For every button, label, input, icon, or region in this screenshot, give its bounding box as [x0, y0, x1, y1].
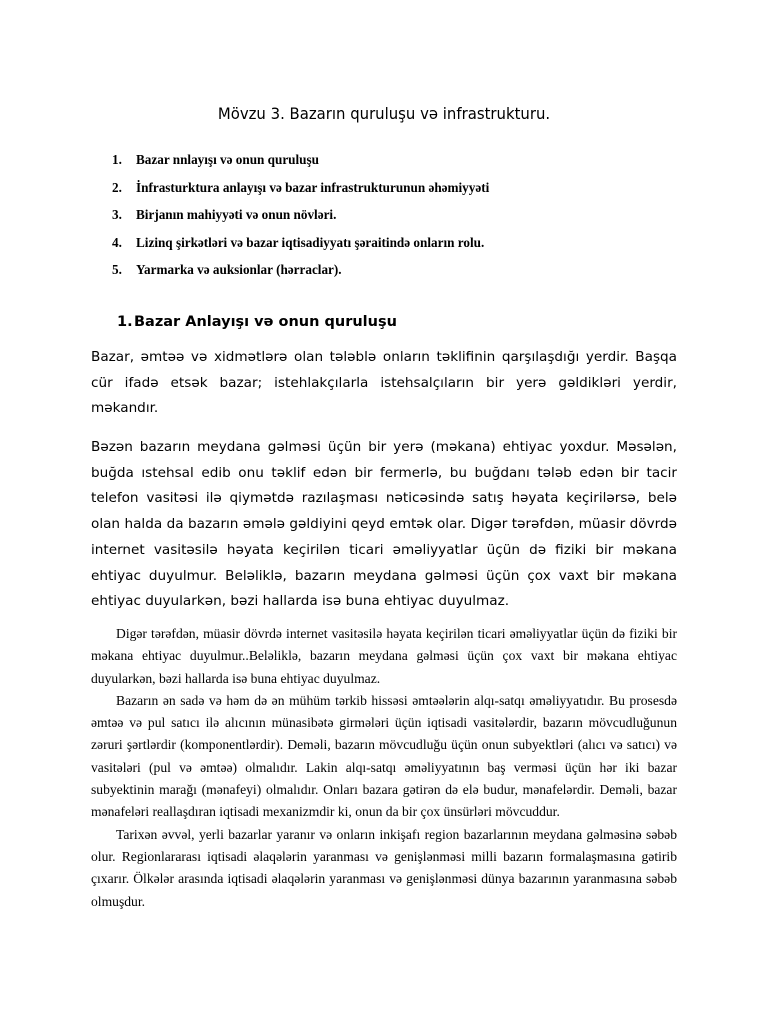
toc-item	[112, 178, 489, 206]
body-paragraph: Bazar, əmtəə və xidmətlərə olan tələblə onların təklifinin qarşılaşdığı yerdir. Başqa cür ifadə etsək bazar; istehlakçılarla istehsalçıların bir yerə gəldikləri yerdir, məkandır.	[91, 349, 677, 417]
toc-item	[112, 205, 489, 233]
toc-item-text: Lizinq şirkətləri və bazar iqtisadiyyatı şəraitində onların rolu.	[136, 234, 485, 250]
toc-item-number: 1.	[112, 152, 122, 167]
section-heading	[117, 311, 397, 333]
toc-item	[112, 150, 489, 178]
toc-item-number: 5.	[112, 262, 122, 277]
section-heading-number: 1.	[117, 314, 133, 330]
body-paragraph: Bəzən bazarın meydana gəlməsi üçün bir yerə (məkana) ehtiyac yoxdur. Məsələn, buğda ıstehsal edib onu təklif edən bir fermerlə, bu buğdanı tələb edən bir tacir telefon vasitəsi ilə qiymətdə razılaşması nəticəsində satış həyata keçirilərsə, belə olan halda da bazarın əmələ gəldiyini qeyd emtək olar. Digər tərəfdən, müasir dövrdə internet vasitəsilə həyata keçirilən ticari əməliyyatlar üçün də fiziki bir məkana ehtiyac duyulmur. Beləliklə, bazarın meydana gəlməsi üçün çox vaxt bir məkana ehtiyac duyularkən, bəzi hallarda isə buna ehtiyac duyulmaz.	[91, 439, 677, 610]
body-paragraph: Digər tərəfdən, müasir dövrdə internet vasitəsilə həyata keçirilən ticari əməliyyatlar üçün də fiziki bir məkana ehtiyac duyulmur..Beləliklə, bazarın meydana gəlməsi üçün çox vaxt bir məkana ehtiyac duyularkən, bəzi hallarda isə buna ehtiyac duyulmaz.	[91, 626, 677, 686]
toc-item-number: 2.	[112, 179, 122, 195]
table-of-contents	[112, 150, 489, 288]
toc-item-text: Birjanın mahiyyəti və onun növləri.	[136, 207, 337, 222]
serif-text-block	[91, 623, 677, 913]
body-paragraph: Tarixən əvvəl, yerli bazarlar yaranır və onların inkişafı region bazarlarının meydana gəlməsinə səbəb olur. Regionlararası iqtisadi əlaqələrin yaranması və genişlənməsi milli bazarın formalaşmasına gətirib çıxarır. Ölkələr arasında iqtisadi əlaqələrin yaranması və genişlənməsi dünya bazarının yaranmasına səbəb olmuşdur.	[91, 826, 677, 909]
toc-item-text: Yarmarka və auksionlar (hərraclar).	[136, 262, 342, 277]
toc-item	[112, 233, 489, 261]
body-paragraph: Bazarın ən sadə və həm də ən mühüm tərkib hissəsi əmtəələrin alqı-satqı əməliyyatıdır. Bu prosesdə əmtəə və pul satıcı ilə alıcının münasibətə girmələri üçün iqtisadi vasitələrdir, bazarın mövcudluğunun zəruri şərtlərdir (komponentlərdir). Deməli, bazarın mövcudluğu üçün onun subyektləri (alıcı və satıcı) və vasitələri (pul və əmtəə) olmalıdır. Lakin alqı-satqı əməliyyatının baş verməsi üçün hər iki bazar subyektinin marağı (mənafeyi) olmalıdır. Onları bazara gətirən də elə budur, mənafelərdir. Deməli, bazar mənafeləri reallaşdıran iqtisadi mexanizmdir ki, onun da bir çox ünsürləri mövcuddur.	[91, 692, 677, 820]
toc-item-number: 4.	[112, 234, 122, 250]
toc-item-text: İnfrasturktura anlayışı və bazar infrastrukturunun əhəmiyyəti	[136, 179, 490, 195]
section-heading-text: Bazar Anlayışı və onun quruluşu	[134, 314, 397, 330]
toc-item-number: 3.	[112, 207, 122, 222]
document-title: Mövzu 3. Bazarın quruluşu və infrastrukturu.	[217, 104, 551, 123]
toc-item-text: Bazar nnlayışı və onun quruluşu	[136, 152, 319, 167]
toc-item	[112, 260, 489, 288]
